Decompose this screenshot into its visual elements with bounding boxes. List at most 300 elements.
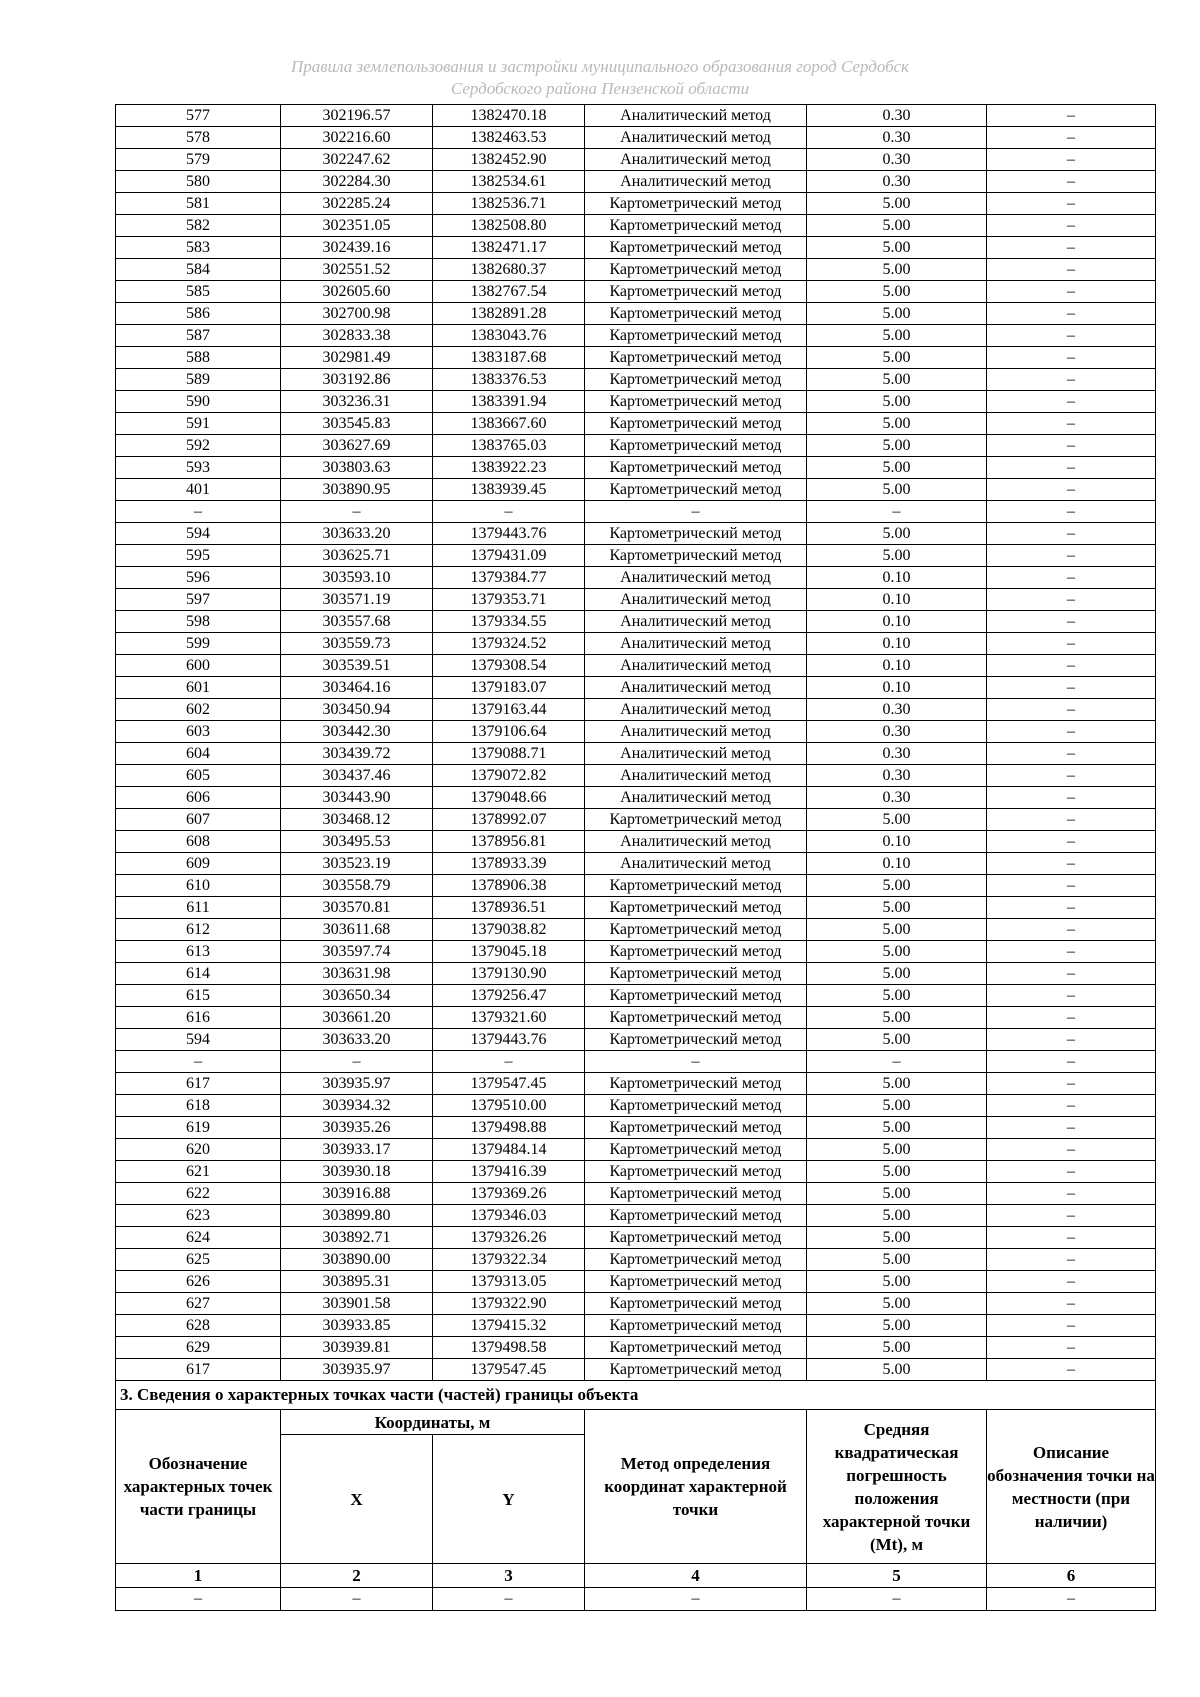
error-cell: 5.00 — [807, 545, 987, 567]
method-cell: Картометрический метод — [585, 1007, 807, 1029]
table-row — [116, 1359, 1156, 1381]
table-row — [116, 677, 1156, 699]
y-coordinate-cell: 1383667.60 — [433, 413, 585, 435]
point-number-cell: 601 — [116, 677, 281, 699]
y-coordinate-cell: 1379308.54 — [433, 655, 585, 677]
description-cell: – — [987, 303, 1156, 325]
error-cell: 5.00 — [807, 1249, 987, 1271]
point-number-cell: 587 — [116, 325, 281, 347]
error-cell: 0.30 — [807, 699, 987, 721]
description-cell: – — [987, 655, 1156, 677]
x-coordinate-cell: 302551.52 — [281, 259, 433, 281]
error-cell: 0.30 — [807, 765, 987, 787]
x-coordinate-cell: 302247.62 — [281, 149, 433, 171]
y-coordinate-cell: 1383922.23 — [433, 457, 585, 479]
table-row — [116, 853, 1156, 875]
x-coordinate-cell: 303633.20 — [281, 523, 433, 545]
x-coordinate-cell: 303935.26 — [281, 1117, 433, 1139]
error-cell: 5.00 — [807, 193, 987, 215]
error-cell: 5.00 — [807, 1359, 987, 1381]
error-cell: 0.30 — [807, 105, 987, 127]
method-cell: Картометрический метод — [585, 1227, 807, 1249]
method-cell: Картометрический метод — [585, 1095, 807, 1117]
description-cell: – — [987, 149, 1156, 171]
error-cell: 5.00 — [807, 457, 987, 479]
y-coordinate-cell: 1379038.82 — [433, 919, 585, 941]
table-row — [116, 1139, 1156, 1161]
description-cell: – — [987, 1227, 1156, 1249]
error-cell: 0.30 — [807, 127, 987, 149]
table-row — [116, 655, 1156, 677]
description-cell: – — [987, 281, 1156, 303]
error-cell: 5.00 — [807, 985, 987, 1007]
method-cell: Картометрический метод — [585, 1337, 807, 1359]
description-cell: – — [987, 831, 1156, 853]
header-error: Средняя квадратическая погрешность положения характерной точки (Mt), м — [807, 1410, 987, 1564]
x-coordinate-cell: 303495.53 — [281, 831, 433, 853]
y-coordinate-cell: 1378992.07 — [433, 809, 585, 831]
y-coordinate-cell: 1379326.26 — [433, 1227, 585, 1249]
column-number: 6 — [987, 1564, 1156, 1588]
y-coordinate-cell: 1382534.61 — [433, 171, 585, 193]
method-cell: Картометрический метод — [585, 259, 807, 281]
y-coordinate-cell: 1379443.76 — [433, 1029, 585, 1051]
method-cell: Аналитический метод — [585, 655, 807, 677]
method-cell: – — [585, 501, 807, 523]
x-coordinate-cell: 303650.34 — [281, 985, 433, 1007]
error-cell: 0.30 — [807, 171, 987, 193]
point-number-cell: 594 — [116, 1029, 281, 1051]
x-coordinate-cell: 303899.80 — [281, 1205, 433, 1227]
description-cell: – — [987, 369, 1156, 391]
method-cell: Картометрический метод — [585, 281, 807, 303]
table-row — [116, 875, 1156, 897]
y-coordinate-cell: 1382463.53 — [433, 127, 585, 149]
column-numbers-row — [116, 1564, 1156, 1588]
section-3 — [116, 1381, 1156, 1611]
description-cell: – — [987, 567, 1156, 589]
x-coordinate-cell: 302700.98 — [281, 303, 433, 325]
point-number-cell: – — [116, 501, 281, 523]
description-cell: – — [987, 347, 1156, 369]
x-coordinate-cell: 303895.31 — [281, 1271, 433, 1293]
description-cell: – — [987, 1095, 1156, 1117]
y-coordinate-cell: 1379415.32 — [433, 1315, 585, 1337]
y-coordinate-cell: 1379484.14 — [433, 1139, 585, 1161]
method-cell: Картометрический метод — [585, 875, 807, 897]
point-number-cell: 618 — [116, 1095, 281, 1117]
method-cell: Картометрический метод — [585, 1315, 807, 1337]
method-cell: Аналитический метод — [585, 699, 807, 721]
x-coordinate-cell: 302351.05 — [281, 215, 433, 237]
description-cell: – — [987, 545, 1156, 567]
table-row — [116, 897, 1156, 919]
error-cell: 5.00 — [807, 479, 987, 501]
point-number-cell: 610 — [116, 875, 281, 897]
method-cell: Картометрический метод — [585, 1293, 807, 1315]
y-coordinate-cell: 1383765.03 — [433, 435, 585, 457]
error-cell: 5.00 — [807, 941, 987, 963]
column-number: 4 — [585, 1564, 807, 1588]
method-cell: Картометрический метод — [585, 1205, 807, 1227]
table-row — [116, 1183, 1156, 1205]
table-row — [116, 721, 1156, 743]
x-coordinate-cell: 303437.46 — [281, 765, 433, 787]
error-cell: 5.00 — [807, 435, 987, 457]
method-cell: Аналитический метод — [585, 677, 807, 699]
y-coordinate-cell: 1379130.90 — [433, 963, 585, 985]
point-number-cell: 607 — [116, 809, 281, 831]
table-row — [116, 963, 1156, 985]
error-cell: 5.00 — [807, 1095, 987, 1117]
method-cell: Аналитический метод — [585, 765, 807, 787]
table-row — [116, 127, 1156, 149]
y-coordinate-cell: 1382680.37 — [433, 259, 585, 281]
table-row — [116, 589, 1156, 611]
method-cell: Картометрический метод — [585, 479, 807, 501]
point-number-cell: 597 — [116, 589, 281, 611]
x-coordinate-cell: 303890.00 — [281, 1249, 433, 1271]
table-row — [116, 1315, 1156, 1337]
point-number-cell: 622 — [116, 1183, 281, 1205]
y-coordinate-cell: 1382536.71 — [433, 193, 585, 215]
table-row — [116, 1337, 1156, 1359]
table-row — [116, 1095, 1156, 1117]
method-cell: Картометрический метод — [585, 1161, 807, 1183]
point-number-cell: 602 — [116, 699, 281, 721]
point-number-cell: 629 — [116, 1337, 281, 1359]
point-number-cell: 593 — [116, 457, 281, 479]
x-coordinate-cell: 302196.57 — [281, 105, 433, 127]
error-cell: 5.00 — [807, 215, 987, 237]
method-cell: Картометрический метод — [585, 1271, 807, 1293]
point-number-cell: 616 — [116, 1007, 281, 1029]
table-row — [116, 281, 1156, 303]
error-cell: 5.00 — [807, 347, 987, 369]
table-row — [116, 985, 1156, 1007]
description-cell: – — [987, 523, 1156, 545]
x-coordinate-cell: 303935.97 — [281, 1073, 433, 1095]
error-cell: – — [807, 501, 987, 523]
method-cell: – — [585, 1051, 807, 1073]
description-cell: – — [987, 501, 1156, 523]
y-coordinate-cell: 1379498.58 — [433, 1337, 585, 1359]
point-number-cell: 611 — [116, 897, 281, 919]
empty-cell: – — [116, 1588, 281, 1611]
y-coordinate-cell: 1382767.54 — [433, 281, 585, 303]
description-cell: – — [987, 1205, 1156, 1227]
table-row — [116, 501, 1156, 523]
x-coordinate-cell: 303933.17 — [281, 1139, 433, 1161]
method-cell: Картометрический метод — [585, 1249, 807, 1271]
method-cell: Картометрический метод — [585, 897, 807, 919]
point-number-cell: 614 — [116, 963, 281, 985]
description-cell: – — [987, 1249, 1156, 1271]
page-header — [0, 56, 1200, 100]
point-number-cell: – — [116, 1051, 281, 1073]
error-cell: 5.00 — [807, 303, 987, 325]
description-cell: – — [987, 215, 1156, 237]
description-cell: – — [987, 1051, 1156, 1073]
y-coordinate-cell: 1379045.18 — [433, 941, 585, 963]
method-cell: Картометрический метод — [585, 347, 807, 369]
x-coordinate-cell: 303661.20 — [281, 1007, 433, 1029]
column-number: 1 — [116, 1564, 281, 1588]
x-coordinate-cell: 302284.30 — [281, 171, 433, 193]
table-row — [116, 391, 1156, 413]
table-row — [116, 171, 1156, 193]
column-number: 5 — [807, 1564, 987, 1588]
table-row — [116, 1227, 1156, 1249]
method-cell: Картометрический метод — [585, 941, 807, 963]
method-cell: Картометрический метод — [585, 1117, 807, 1139]
header-description: Описание обозначения точки на местности (при наличии) — [987, 1410, 1156, 1564]
table-row — [116, 545, 1156, 567]
x-coordinate-cell: 302439.16 — [281, 237, 433, 259]
method-cell: Картометрический метод — [585, 919, 807, 941]
y-coordinate-cell: 1379547.45 — [433, 1359, 585, 1381]
x-coordinate-cell: 303625.71 — [281, 545, 433, 567]
x-coordinate-cell: 302285.24 — [281, 193, 433, 215]
point-number-cell: 612 — [116, 919, 281, 941]
coordinates-table-body — [116, 105, 1156, 1381]
header-coordinates: Координаты, м — [281, 1410, 585, 1435]
description-cell: – — [987, 1293, 1156, 1315]
point-number-cell: 620 — [116, 1139, 281, 1161]
method-cell: Аналитический метод — [585, 567, 807, 589]
description-cell: – — [987, 1117, 1156, 1139]
table-row — [116, 457, 1156, 479]
point-number-cell: 606 — [116, 787, 281, 809]
description-cell: – — [987, 809, 1156, 831]
y-coordinate-cell: 1379106.64 — [433, 721, 585, 743]
table-row — [116, 1161, 1156, 1183]
table-row — [116, 193, 1156, 215]
point-number-cell: 596 — [116, 567, 281, 589]
y-coordinate-cell: 1379322.90 — [433, 1293, 585, 1315]
method-cell: Картометрический метод — [585, 435, 807, 457]
y-coordinate-cell: 1378936.51 — [433, 897, 585, 919]
table-row — [116, 765, 1156, 787]
description-cell: – — [987, 1337, 1156, 1359]
method-cell: Аналитический метод — [585, 149, 807, 171]
point-number-cell: 603 — [116, 721, 281, 743]
method-cell: Аналитический метод — [585, 105, 807, 127]
table-row — [116, 567, 1156, 589]
y-coordinate-cell: 1382508.80 — [433, 215, 585, 237]
y-coordinate-cell: 1378906.38 — [433, 875, 585, 897]
x-coordinate-cell: 303442.30 — [281, 721, 433, 743]
point-number-cell: 624 — [116, 1227, 281, 1249]
error-cell: 5.00 — [807, 1293, 987, 1315]
description-cell: – — [987, 1007, 1156, 1029]
description-cell: – — [987, 743, 1156, 765]
table-row — [116, 369, 1156, 391]
method-cell: Аналитический метод — [585, 743, 807, 765]
y-coordinate-cell: 1379048.66 — [433, 787, 585, 809]
description-cell: – — [987, 1161, 1156, 1183]
x-coordinate-cell: 303611.68 — [281, 919, 433, 941]
error-cell: 5.00 — [807, 1315, 987, 1337]
table-row — [116, 1293, 1156, 1315]
error-cell: 0.10 — [807, 633, 987, 655]
y-coordinate-cell: 1382452.90 — [433, 149, 585, 171]
empty-cell: – — [987, 1588, 1156, 1611]
header-method: Метод определения координат характерной точки — [585, 1410, 807, 1564]
method-cell: Картометрический метод — [585, 369, 807, 391]
x-coordinate-cell: 303236.31 — [281, 391, 433, 413]
error-cell: 5.00 — [807, 809, 987, 831]
point-number-cell: 608 — [116, 831, 281, 853]
table-row — [116, 347, 1156, 369]
empty-cell: – — [585, 1588, 807, 1611]
description-cell: – — [987, 1029, 1156, 1051]
description-cell: – — [987, 897, 1156, 919]
table-row — [116, 941, 1156, 963]
x-coordinate-cell: 303559.73 — [281, 633, 433, 655]
error-cell: – — [807, 1051, 987, 1073]
method-cell: Аналитический метод — [585, 127, 807, 149]
x-coordinate-cell: 302833.38 — [281, 325, 433, 347]
empty-row — [116, 1588, 1156, 1611]
y-coordinate-cell: 1379547.45 — [433, 1073, 585, 1095]
method-cell: Картометрический метод — [585, 413, 807, 435]
table-row — [116, 743, 1156, 765]
y-coordinate-cell: 1379256.47 — [433, 985, 585, 1007]
empty-cell: – — [281, 1588, 433, 1611]
method-cell: Аналитический метод — [585, 831, 807, 853]
description-cell: – — [987, 1359, 1156, 1381]
point-number-cell: 625 — [116, 1249, 281, 1271]
method-cell: Картометрический метод — [585, 523, 807, 545]
x-coordinate-cell: 303192.86 — [281, 369, 433, 391]
error-cell: 5.00 — [807, 1161, 987, 1183]
y-coordinate-cell: 1378933.39 — [433, 853, 585, 875]
x-coordinate-cell: 303890.95 — [281, 479, 433, 501]
point-number-cell: 621 — [116, 1161, 281, 1183]
column-number: 2 — [281, 1564, 433, 1588]
error-cell: 5.00 — [807, 1271, 987, 1293]
error-cell: 0.30 — [807, 743, 987, 765]
error-cell: 0.10 — [807, 655, 987, 677]
y-coordinate-cell: 1379498.88 — [433, 1117, 585, 1139]
x-coordinate-cell: 303930.18 — [281, 1161, 433, 1183]
table-row — [116, 237, 1156, 259]
x-coordinate-cell: 302605.60 — [281, 281, 433, 303]
error-cell: 5.00 — [807, 897, 987, 919]
error-cell: 0.10 — [807, 611, 987, 633]
method-cell: Картометрический метод — [585, 963, 807, 985]
error-cell: 0.30 — [807, 721, 987, 743]
y-coordinate-cell: 1379334.55 — [433, 611, 585, 633]
error-cell: 5.00 — [807, 1139, 987, 1161]
description-cell: – — [987, 963, 1156, 985]
empty-cell: – — [433, 1588, 585, 1611]
point-number-cell: 605 — [116, 765, 281, 787]
y-coordinate-cell: 1379324.52 — [433, 633, 585, 655]
x-coordinate-cell: 303939.81 — [281, 1337, 433, 1359]
table-row — [116, 919, 1156, 941]
error-cell: 5.00 — [807, 963, 987, 985]
description-cell: – — [987, 919, 1156, 941]
method-cell: Картометрический метод — [585, 303, 807, 325]
error-cell: 0.30 — [807, 149, 987, 171]
empty-cell: – — [807, 1588, 987, 1611]
x-coordinate-cell: 303539.51 — [281, 655, 433, 677]
description-cell: – — [987, 611, 1156, 633]
point-number-cell: 580 — [116, 171, 281, 193]
method-cell: Картометрический метод — [585, 1139, 807, 1161]
x-coordinate-cell: 303593.10 — [281, 567, 433, 589]
description-cell: – — [987, 1073, 1156, 1095]
description-cell: – — [987, 1139, 1156, 1161]
header-line-2: Сердобского района Пензенской области — [450, 79, 750, 98]
error-cell: 0.30 — [807, 787, 987, 809]
point-number-cell: 586 — [116, 303, 281, 325]
method-cell: Картометрический метод — [585, 809, 807, 831]
point-number-cell: 591 — [116, 413, 281, 435]
method-cell: Аналитический метод — [585, 611, 807, 633]
method-cell: Аналитический метод — [585, 171, 807, 193]
description-cell: – — [987, 259, 1156, 281]
x-coordinate-cell: 303892.71 — [281, 1227, 433, 1249]
point-number-cell: 582 — [116, 215, 281, 237]
table-row — [116, 303, 1156, 325]
y-coordinate-cell: 1379322.34 — [433, 1249, 585, 1271]
method-cell: Картометрический метод — [585, 325, 807, 347]
error-cell: 5.00 — [807, 1117, 987, 1139]
point-number-cell: 585 — [116, 281, 281, 303]
y-coordinate-cell: 1383376.53 — [433, 369, 585, 391]
table-row — [116, 1007, 1156, 1029]
table-row — [116, 699, 1156, 721]
point-number-cell: 584 — [116, 259, 281, 281]
point-number-cell: 578 — [116, 127, 281, 149]
x-coordinate-cell: 303933.85 — [281, 1315, 433, 1337]
description-cell: – — [987, 721, 1156, 743]
description-cell: – — [987, 941, 1156, 963]
point-number-cell: 588 — [116, 347, 281, 369]
point-number-cell: 604 — [116, 743, 281, 765]
x-coordinate-cell: 303916.88 — [281, 1183, 433, 1205]
y-coordinate-cell: – — [433, 501, 585, 523]
table-row — [116, 215, 1156, 237]
point-number-cell: 628 — [116, 1315, 281, 1337]
error-cell: 5.00 — [807, 1337, 987, 1359]
point-number-cell: 594 — [116, 523, 281, 545]
x-coordinate-cell: 303571.19 — [281, 589, 433, 611]
y-coordinate-cell: 1379183.07 — [433, 677, 585, 699]
y-coordinate-cell: 1379384.77 — [433, 567, 585, 589]
y-coordinate-cell: 1382471.17 — [433, 237, 585, 259]
error-cell: 5.00 — [807, 875, 987, 897]
description-cell: – — [987, 413, 1156, 435]
y-coordinate-cell: 1383043.76 — [433, 325, 585, 347]
y-coordinate-cell: 1379163.44 — [433, 699, 585, 721]
x-coordinate-cell: – — [281, 1051, 433, 1073]
table-row — [116, 1073, 1156, 1095]
point-number-cell: 595 — [116, 545, 281, 567]
point-number-cell: 617 — [116, 1073, 281, 1095]
method-cell: Картометрический метод — [585, 545, 807, 567]
coordinates-table — [115, 104, 1156, 1611]
y-coordinate-cell: 1382891.28 — [433, 303, 585, 325]
description-cell: – — [987, 677, 1156, 699]
y-coordinate-cell: 1379369.26 — [433, 1183, 585, 1205]
table-row — [116, 787, 1156, 809]
table-row — [116, 1205, 1156, 1227]
x-coordinate-cell: 303468.12 — [281, 809, 433, 831]
